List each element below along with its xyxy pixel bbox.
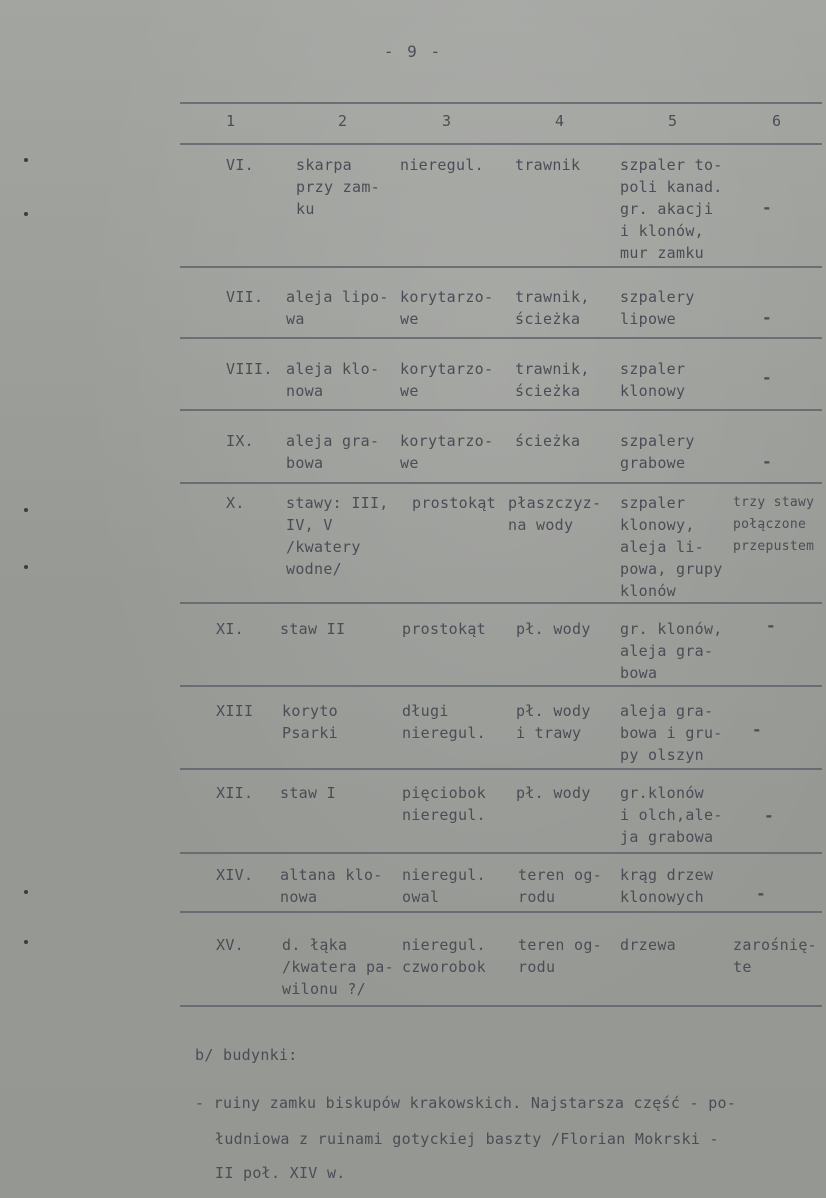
row-xv-notes: zarośnię- te <box>733 936 817 976</box>
page-number: - 9 - <box>383 42 443 61</box>
row-xi-surface: pł. wody <box>516 620 591 638</box>
row-xiv-object: altana klo- nowa <box>280 866 383 906</box>
row-x-number: X. <box>226 494 245 512</box>
column-header-1: 1 <box>226 112 236 130</box>
row-xiii-notes: - <box>752 720 762 739</box>
row-rule <box>180 911 822 913</box>
row-vii-shape: korytarzo- we <box>400 288 494 328</box>
column-header-3: 3 <box>442 112 452 130</box>
row-vii-object: aleja lipo- wa <box>286 288 389 328</box>
row-viii-notes: - <box>762 368 772 387</box>
row-xii-object: staw I <box>280 784 336 802</box>
row-xii-planting: gr.klonów i olch,ale- ja grabowa <box>620 784 723 846</box>
row-viii-shape: korytarzo- we <box>400 360 494 400</box>
row-xv-planting: drzewa <box>620 936 676 954</box>
column-header-4: 4 <box>555 112 565 130</box>
row-xiii-surface: pł. wody i trawy <box>516 702 591 742</box>
row-ix-surface: ścieżka <box>515 432 581 450</box>
row-xiii-shape: długi nieregul. <box>402 702 486 742</box>
row-vi-notes: - <box>762 198 772 217</box>
row-vii-surface: trawnik, ścieżka <box>515 288 590 328</box>
row-xi-shape: prostokąt <box>402 620 486 638</box>
row-ix-planting: szpalery grabowe <box>620 432 695 472</box>
row-xiv-planting: krąg drzew klonowych <box>620 866 714 906</box>
row-xi-number: XI. <box>216 620 244 638</box>
row-vii-number: VII. <box>226 288 264 306</box>
row-vi-shape: nieregul. <box>400 156 484 174</box>
row-rule <box>180 602 822 604</box>
paragraph-line: łudniowa z ruinami gotyckiej baszty /Florian Mokrski - <box>215 1130 719 1148</box>
row-x-notes: trzy stawy połączone przepustem <box>733 495 815 554</box>
row-xii-shape: pięciobok nieregul. <box>402 784 486 824</box>
punch-hole-mark <box>24 508 28 512</box>
row-xiii-object: koryto Psarki <box>282 702 338 742</box>
table-bottom-rule <box>180 1005 822 1007</box>
row-viii-planting: szpaler klonowy <box>620 360 686 400</box>
row-ix-object: aleja gra- bowa <box>286 432 380 472</box>
row-ix-shape: korytarzo- we <box>400 432 494 472</box>
row-rule <box>180 409 822 411</box>
row-xi-object: staw II <box>280 620 346 638</box>
row-vi-surface: trawnik <box>515 156 581 174</box>
row-viii-object: aleja klo- nowa <box>286 360 380 400</box>
row-xi-planting: gr. klonów, aleja gra- bowa <box>620 620 723 682</box>
paragraph-line: II poł. XIV w. <box>215 1164 346 1182</box>
punch-hole-mark <box>24 890 28 894</box>
row-vi-object: skarpa przy zam- ku <box>296 156 380 218</box>
column-header-2: 2 <box>338 112 348 130</box>
column-header-5: 5 <box>668 112 678 130</box>
row-vii-planting: szpalery lipowe <box>620 288 695 328</box>
row-ix-number: IX. <box>226 432 254 450</box>
row-xiii-planting: aleja gra- bowa i gru- py olszyn <box>620 702 723 764</box>
row-xiv-notes: - <box>756 884 766 903</box>
table-top-rule <box>180 102 822 104</box>
row-x-shape: prostokąt <box>412 494 496 512</box>
row-rule <box>180 768 822 770</box>
row-rule <box>180 337 822 339</box>
row-x-planting: szpaler klonowy, aleja li- powa, grupy klonów <box>620 494 723 600</box>
row-x-surface: płaszczyz- na wody <box>508 494 602 534</box>
row-ix-notes: - <box>762 452 772 471</box>
row-vi-number: VI. <box>226 156 254 174</box>
table-header-rule <box>180 143 822 145</box>
row-xii-notes: - <box>764 806 774 825</box>
row-rule <box>180 266 822 268</box>
row-xiv-number: XIV. <box>216 866 254 884</box>
row-xiii-number: XIII <box>216 702 254 720</box>
paragraph-line: - ruiny zamku biskupów krakowskich. Najstarsza część - po- <box>195 1094 737 1112</box>
row-xv-number: XV. <box>216 936 244 954</box>
row-viii-number: VIII. <box>226 360 273 378</box>
row-x-object: stawy: III, IV, V /kwatery wodne/ <box>286 494 389 578</box>
row-xv-shape: nieregul. czworobok <box>402 936 486 976</box>
column-header-6: 6 <box>772 112 782 130</box>
row-viii-surface: trawnik, ścieżka <box>515 360 590 400</box>
row-xiv-surface: teren og- rodu <box>518 866 602 906</box>
punch-hole-mark <box>24 212 28 216</box>
row-rule <box>180 852 822 854</box>
row-xii-number: XII. <box>216 784 254 802</box>
punch-hole-mark <box>24 940 28 944</box>
row-xi-notes: - <box>766 616 776 635</box>
row-vii-notes: - <box>762 308 772 327</box>
punch-hole-mark <box>24 565 28 569</box>
punch-hole-mark <box>24 158 28 162</box>
row-xv-object: d. łąka /kwatera pa- wilonu ?/ <box>282 936 394 998</box>
row-vi-planting: szpaler to- poli kanad. gr. akacji i klonów, mur zamku <box>620 156 723 262</box>
row-xv-surface: teren og- rodu <box>518 936 602 976</box>
row-rule <box>180 482 822 484</box>
row-xiv-shape: nieregul. owal <box>402 866 486 906</box>
row-rule <box>180 685 822 687</box>
row-xii-surface: pł. wody <box>516 784 591 802</box>
section-heading: b/ budynki: <box>195 1046 298 1064</box>
